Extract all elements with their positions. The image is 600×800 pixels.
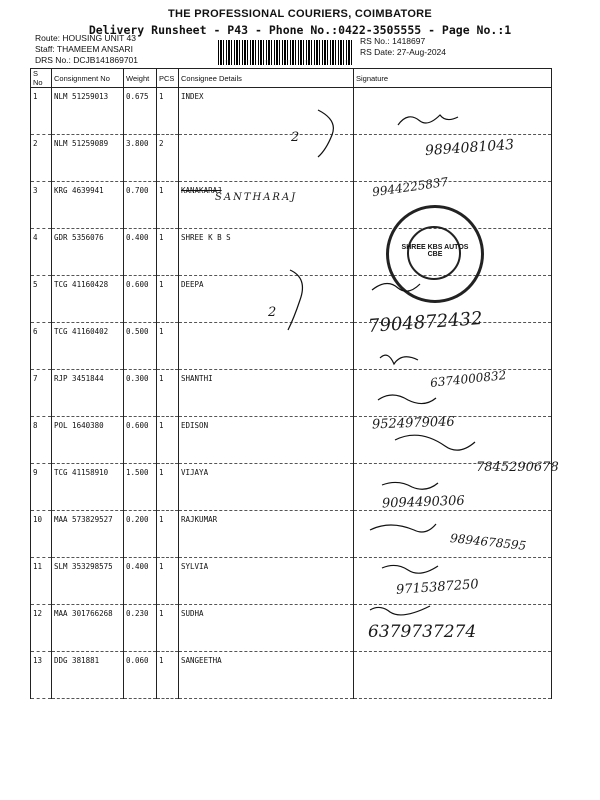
route-label: Route: HOUSING UNIT 43 — [35, 33, 136, 43]
table-cell-weight: 0.400 — [124, 558, 157, 605]
company-title: THE PROFESSIONAL COURIERS, COIMBATORE — [167, 8, 433, 20]
table-cell-consignee: EDISON — [179, 417, 354, 464]
table-cell-consignee: VIJAYA — [179, 464, 354, 511]
table-row — [31, 464, 552, 511]
table-cell-sno: 13 — [31, 652, 52, 699]
stamp-text: SHREE KBS AUTOS CBE — [401, 244, 469, 258]
table-cell-weight: 0.400 — [124, 229, 157, 276]
table-row — [31, 88, 552, 135]
table-cell-sno: 6 — [31, 323, 52, 370]
table-cell-pcs: 1 — [157, 229, 179, 276]
table-cell-sno: 2 — [31, 135, 52, 182]
table-cell-weight: 0.060 — [124, 652, 157, 699]
column-header: Consignment No — [52, 69, 124, 88]
table-body — [31, 88, 552, 699]
signature-cell — [354, 652, 552, 699]
runsheet-subtitle: Delivery Runsheet - P43 - Phone No.:0422-3505555 - Page No.:1 — [88, 23, 512, 37]
table-cell-consignment: TCG 41160428 — [52, 276, 124, 323]
table-cell-consignee: INDEX — [179, 88, 354, 135]
table-cell-weight: 0.600 — [124, 417, 157, 464]
handwritten-phone: 9944225837 — [371, 174, 449, 200]
table-row — [31, 182, 552, 229]
table-cell-pcs: 1 — [157, 511, 179, 558]
company-stamp — [386, 205, 484, 303]
drs-label: DRS No.: DCJB141869701 — [35, 55, 139, 65]
handwritten-phone: 7845290678 — [476, 460, 559, 475]
handwritten-name: SANTHARAJ — [215, 192, 298, 203]
table-cell-consignee: SUDHA — [179, 605, 354, 652]
handwritten-note: 2 — [268, 305, 277, 320]
table-cell-pcs: 1 — [157, 605, 179, 652]
table-cell-consignment: TCG 41160402 — [52, 323, 124, 370]
handwritten-phone: 9524979046 — [371, 414, 455, 433]
table-cell-consignee: RAJKUMAR — [179, 511, 354, 558]
table-cell-consignment: RJP 3451844 — [52, 370, 124, 417]
table-cell-sno: 12 — [31, 605, 52, 652]
table-cell-weight: 0.500 — [124, 323, 157, 370]
column-header: S No — [31, 69, 52, 88]
table-cell-sno: 9 — [31, 464, 52, 511]
table-cell-consignee — [179, 323, 354, 370]
table-cell-sno: 4 — [31, 229, 52, 276]
table-cell-sno: 3 — [31, 182, 52, 229]
handwritten-phone: 9715387250 — [395, 577, 480, 598]
table-cell-consignment: NLM 51259013 — [52, 88, 124, 135]
table-cell-sno: 11 — [31, 558, 52, 605]
handwritten-phone: 9894081043 — [424, 136, 515, 160]
table-cell-consignee: KANAKARAJ — [179, 182, 354, 229]
signature-cell — [354, 88, 552, 135]
barcode — [218, 40, 354, 65]
column-header: PCS — [157, 69, 179, 88]
table-cell-consignment: MAA 301766268 — [52, 605, 124, 652]
handwritten-phone: 6374000832 — [429, 368, 507, 390]
table-cell-pcs: 2 — [157, 135, 179, 182]
table-cell-sno: 10 — [31, 511, 52, 558]
table-cell-pcs: 1 — [157, 464, 179, 511]
table-cell-consignee: SYLVIA — [179, 558, 354, 605]
table-cell-sno: 1 — [31, 88, 52, 135]
table-cell-pcs: 1 — [157, 417, 179, 464]
rs-date: RS Date: 27-Aug-2024 — [360, 47, 446, 57]
column-header: Consignee Details — [179, 69, 354, 88]
table-cell-consignment: MAA 573829527 — [52, 511, 124, 558]
handwritten-phone: 9894678595 — [449, 531, 527, 553]
table-row — [31, 652, 552, 699]
column-header: Signature — [354, 69, 552, 88]
column-header: Weight — [124, 69, 157, 88]
table-cell-pcs: 1 — [157, 558, 179, 605]
table-cell-consignee: DEEPA — [179, 276, 354, 323]
table-cell-consignment: POL 1640380 — [52, 417, 124, 464]
table-cell-pcs: 1 — [157, 652, 179, 699]
table-cell-consignee: SHREE K B S — [179, 229, 354, 276]
table-cell-consignee — [179, 135, 354, 182]
handwritten-phone: 6379737274 — [368, 622, 477, 642]
table-cell-weight: 0.700 — [124, 182, 157, 229]
handwritten-note: 2 — [291, 130, 300, 145]
table-row — [31, 417, 552, 464]
table-cell-consignment: SLM 353298575 — [52, 558, 124, 605]
table-cell-consignment: TCG 41158910 — [52, 464, 124, 511]
table-cell-pcs: 1 — [157, 323, 179, 370]
handwritten-phone: 7904872432 — [367, 308, 484, 337]
table-cell-weight: 0.675 — [124, 88, 157, 135]
table-cell-weight: 1.500 — [124, 464, 157, 511]
table-cell-consignment: KRG 4639941 — [52, 182, 124, 229]
handwritten-phone: 9094490306 — [381, 493, 465, 512]
table-cell-consignee: SHANTHI — [179, 370, 354, 417]
table-cell-weight: 0.200 — [124, 511, 157, 558]
table-header-row — [31, 69, 552, 88]
table-cell-pcs: 1 — [157, 88, 179, 135]
table-cell-consignee: SANGEETHA — [179, 652, 354, 699]
table-cell-pcs: 1 — [157, 276, 179, 323]
table-cell-weight: 0.230 — [124, 605, 157, 652]
table-cell-sno: 8 — [31, 417, 52, 464]
table-cell-sno: 5 — [31, 276, 52, 323]
table-cell-weight: 0.300 — [124, 370, 157, 417]
table-cell-weight: 3.800 — [124, 135, 157, 182]
table-cell-consignment: DDG 381881 — [52, 652, 124, 699]
table-cell-pcs: 1 — [157, 370, 179, 417]
staff-label: Staff: THAMEEM ANSARI — [35, 44, 133, 54]
table-cell-sno: 7 — [31, 370, 52, 417]
table-cell-consignment: NLM 51259089 — [52, 135, 124, 182]
rs-number: RS No.: 1418697 — [360, 36, 426, 46]
table-cell-consignment: GDR 5356076 — [52, 229, 124, 276]
table-cell-weight: 0.600 — [124, 276, 157, 323]
table-cell-pcs: 1 — [157, 182, 179, 229]
